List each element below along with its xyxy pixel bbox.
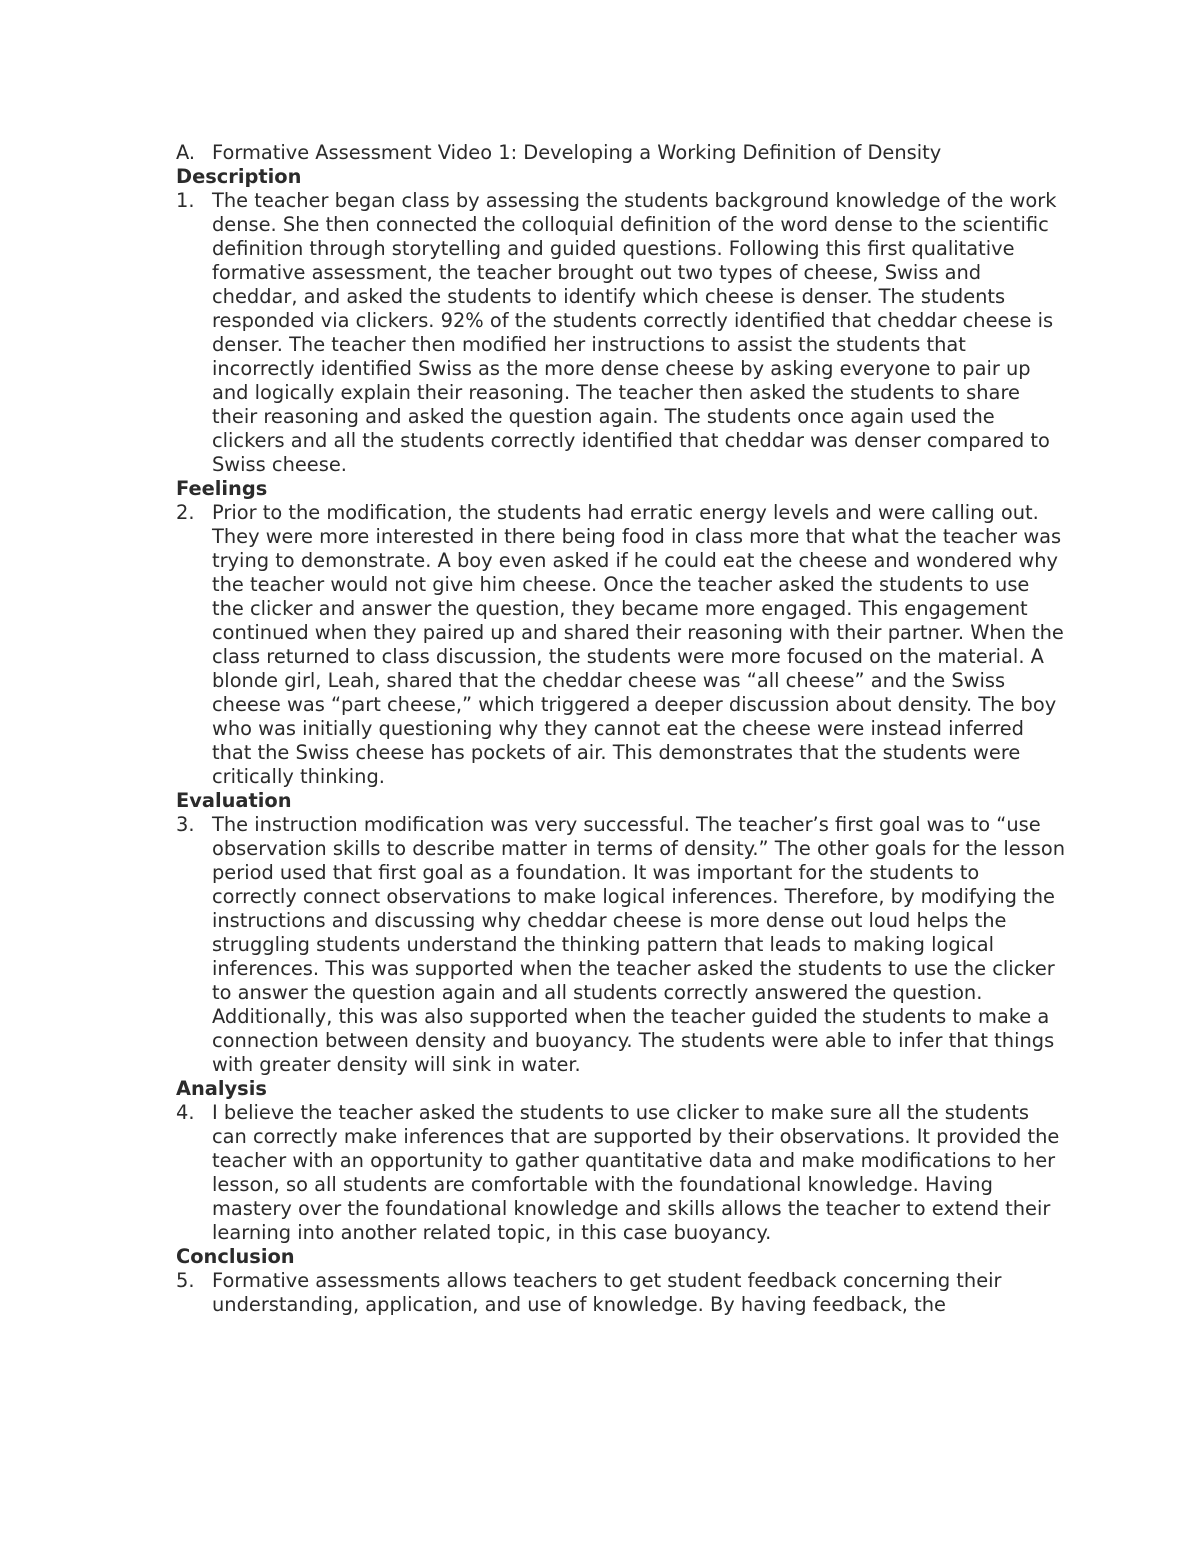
list-number: 1. (176, 189, 195, 212)
paragraph-conclusion: Formative assessments allows teachers to get student feedback concerning their understanding, application, and use of knowledge. By having feedback, the (212, 1269, 1002, 1316)
paragraph-evaluation: The instruction modification was very successful. The teacher’s first goal was to “use observation skills to describe matter in terms of density.” The other goals for the lesson period used that first goal as a foundation. It was important for the students to correctly connect observations to make logical inferences. Therefore, by modifying the instructions and discussing why cheddar cheese is more dense out loud helps the struggling students understand the thinking pattern that leads to making logical inferences. This was supported when the teacher asked the students to use the clicker to answer the question again and all students correctly answered the question. Additionally, this was also supported when the teacher guided the students to make a connection between density and buoyancy. The students were able to infer that things with greater density will sink in water. (212, 813, 1065, 1076)
list-item (176, 1269, 1066, 1317)
section-feelings (176, 477, 1066, 789)
list-item (176, 813, 1066, 1077)
section-conclusion (176, 1245, 1066, 1317)
section-heading-evaluation: Evaluation (176, 789, 292, 812)
paragraph-feelings: Prior to the modification, the students had erratic energy levels and were calling out. They were more interested in there being food in class more that what the teacher was trying to demonstrate. A boy even asked if he could eat the cheese and wondered why the teacher would not give him cheese. Once the teacher asked the students to use the clicker and answer the question, they became more engaged. This engagement continued when they paired up and shared their reasoning with their partner. When the class returned to class discussion, the students were more focused on the material. A blonde girl, Leah, shared that the cheddar cheese was “all cheese” and the Swiss cheese was “part cheese,” which triggered a deeper discussion about density. The boy who was initially questioning why they cannot eat the cheese were instead inferred that the Swiss cheese has pockets of air. This demonstrates that the students were critically thinking. (212, 501, 1064, 788)
document-title-row (176, 141, 1066, 165)
list-number: 5. (176, 1269, 195, 1292)
list-number: 2. (176, 501, 195, 524)
title-marker: A. (176, 141, 196, 164)
section-heading-feelings: Feelings (176, 477, 268, 500)
section-heading-conclusion: Conclusion (176, 1245, 295, 1268)
section-analysis (176, 1077, 1066, 1245)
paragraph-analysis: I believe the teacher asked the students to use clicker to make sure all the students can correctly make inferences that are supported by their observations. It provided the teacher with an opportunity to gather quantitative data and make modifications to her lesson, so all students are comfortable with the foundational knowledge. Having mastery over the foundational knowledge and skills allows the teacher to extend their learning into another related topic, in this case buoyancy. (212, 1101, 1060, 1244)
section-heading-description: Description (176, 165, 302, 188)
list-number: 4. (176, 1101, 195, 1124)
section-description (176, 165, 1066, 477)
list-item (176, 1101, 1066, 1245)
document-body (176, 141, 1066, 1317)
list-number: 3. (176, 813, 195, 836)
list-item (176, 501, 1066, 789)
list-item (176, 189, 1066, 477)
document-title: Formative Assessment Video 1: Developing a Working Definition of Density (212, 141, 942, 164)
section-evaluation (176, 789, 1066, 1077)
paragraph-description: The teacher began class by assessing the students background knowledge of the work dense. She then connected the colloquial definition of the word dense to the scientific definition through storytelling and guided questions. Following this first qualitative formative assessment, the teacher brought out two types of cheese, Swiss and cheddar, and asked the students to identify which cheese is denser. The students responded via clickers. 92% of the students correctly identified that cheddar cheese is denser. The teacher then modified her instructions to assist the students that incorrectly identified Swiss as the more dense cheese by asking everyone to pair up and logically explain their reasoning. The teacher then asked the students to share their reasoning and asked the question again. The students once again used the clickers and all the students correctly identified that cheddar was denser compared to Swiss cheese. (212, 189, 1057, 476)
section-heading-analysis: Analysis (176, 1077, 267, 1100)
